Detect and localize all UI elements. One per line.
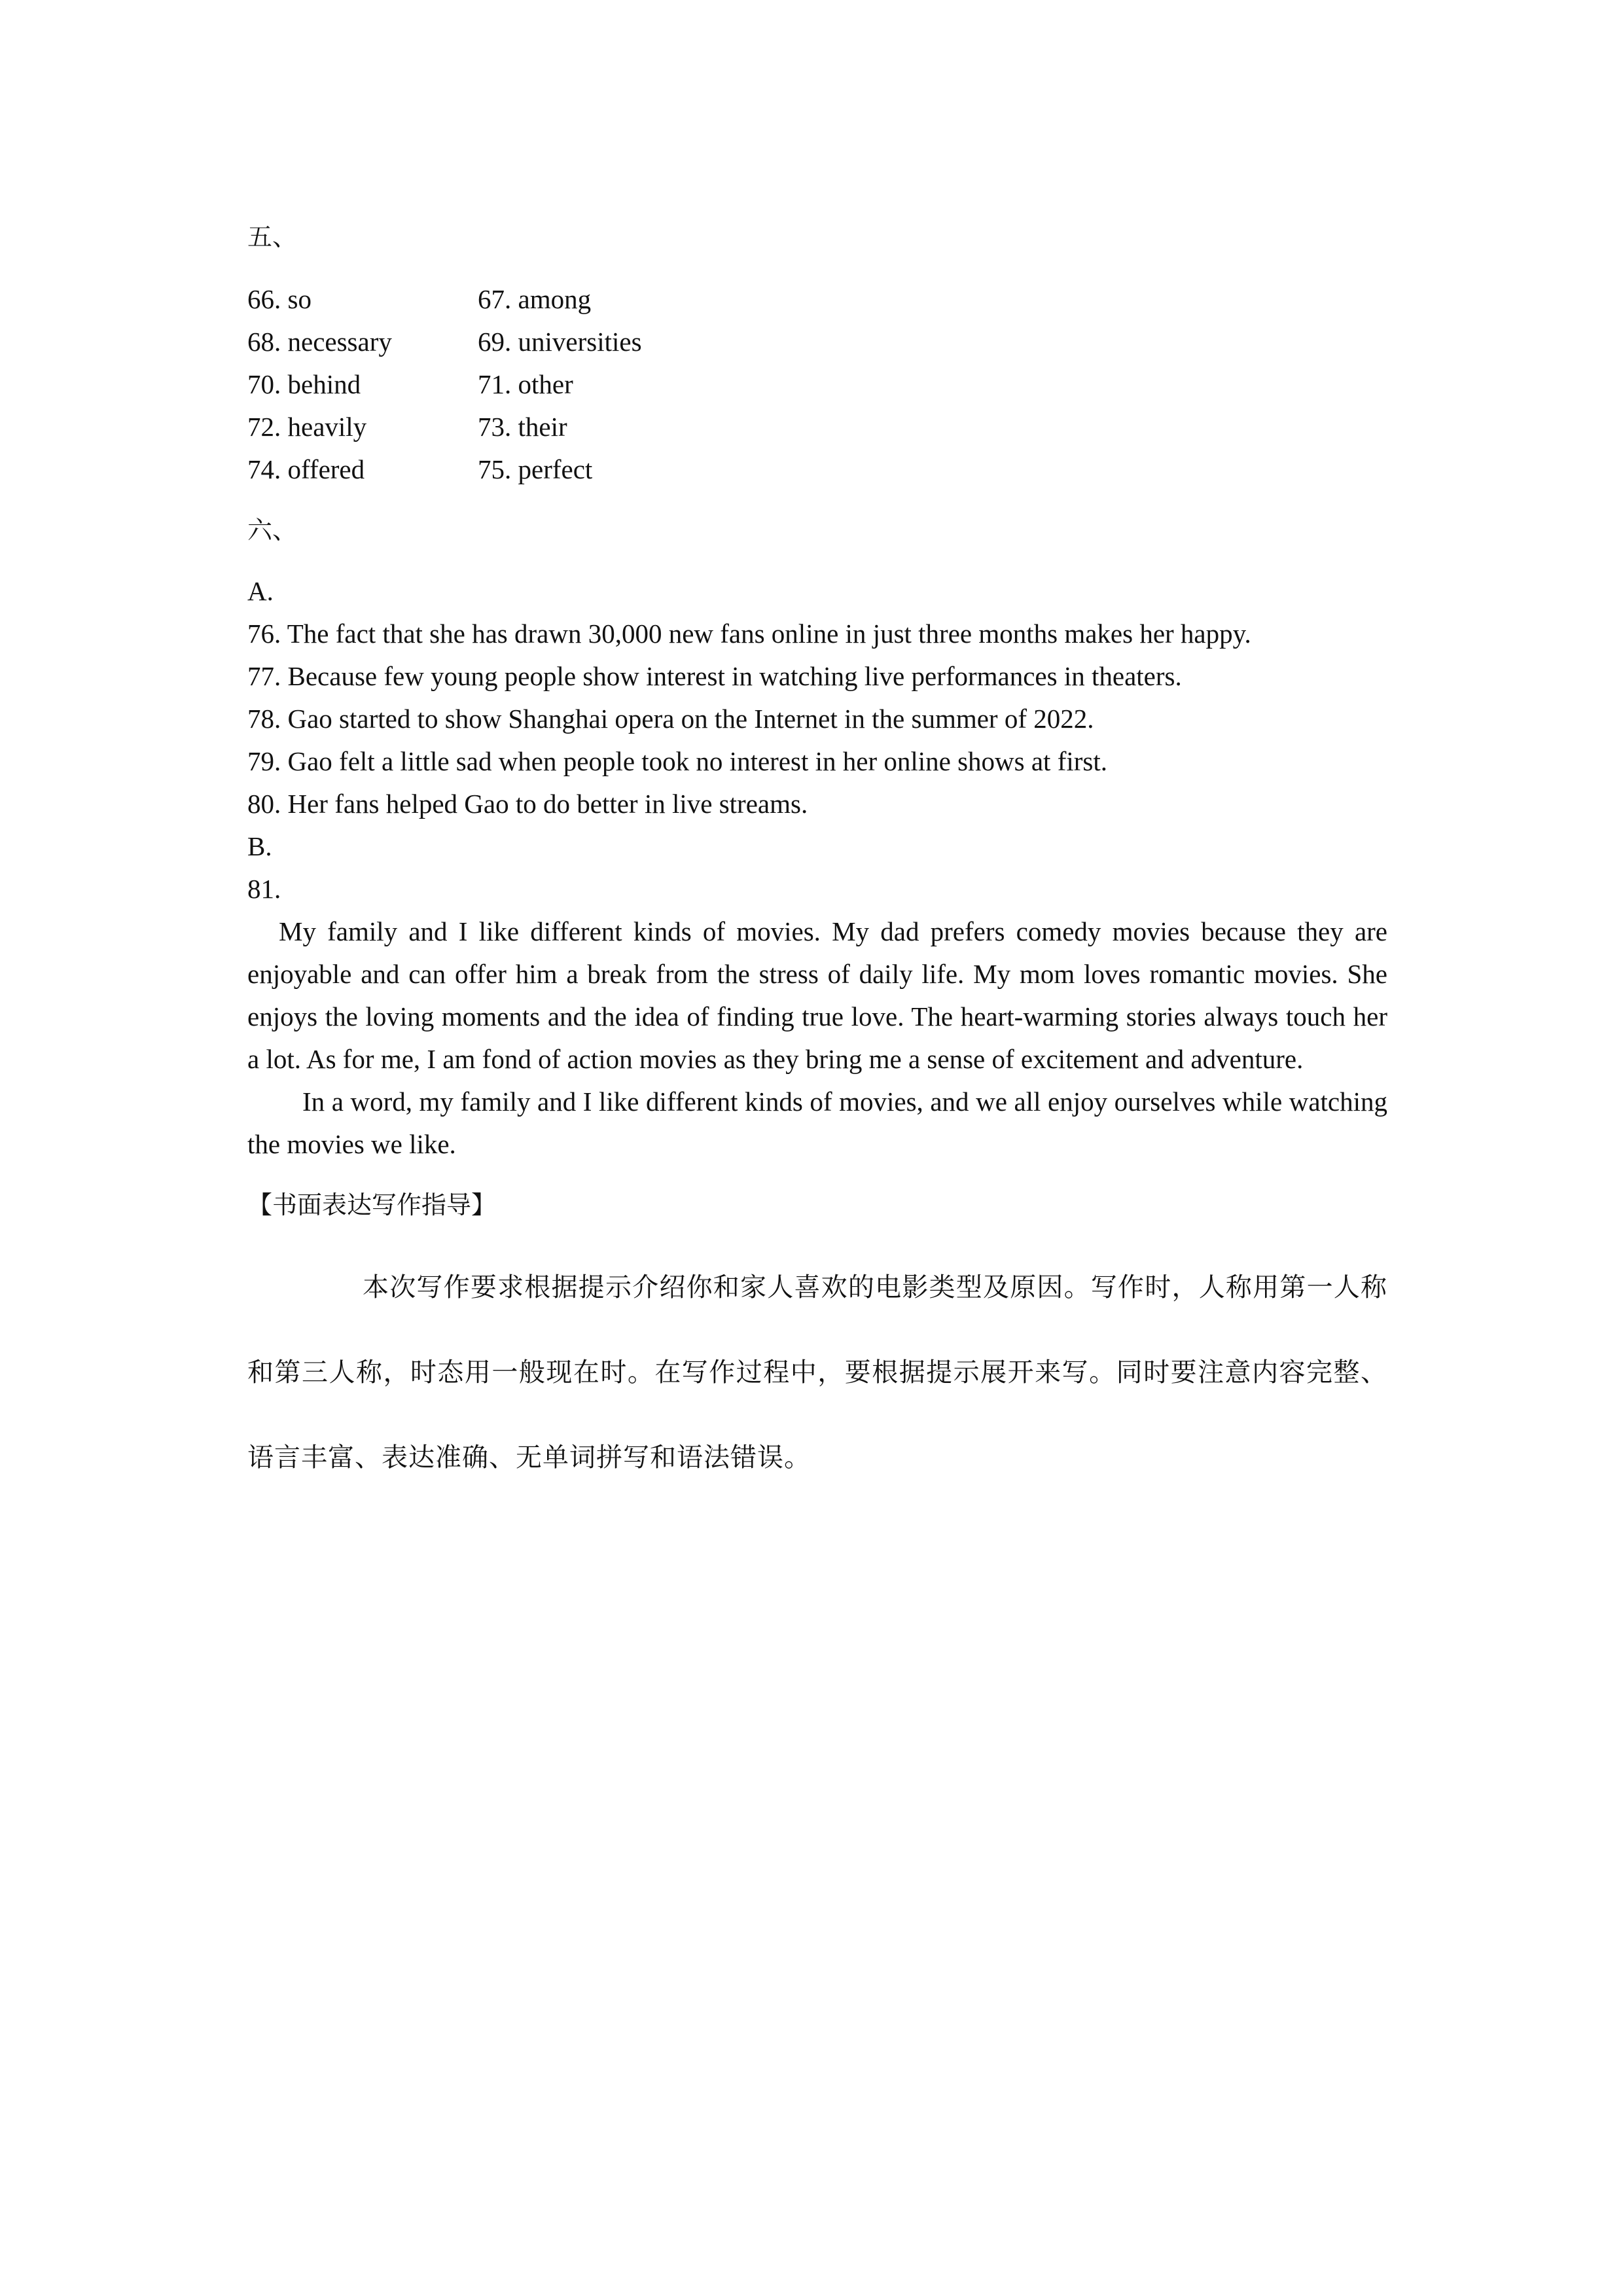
part-b-label: B.	[247, 831, 272, 861]
answer-78: 78. Gao started to show Shanghai opera on the Internet in the summer of 2022.	[247, 704, 1094, 734]
question-81-number: 81.	[247, 874, 281, 904]
answer-72: 72. heavily	[247, 412, 367, 442]
answer-74: 74. offered	[247, 454, 365, 484]
answer-79: 79. Gao felt a little sad when people took no interest in her online shows at first.	[247, 746, 1107, 776]
answer-row	[247, 406, 1387, 448]
answer-row	[247, 363, 1387, 406]
answer-77: 77. Because few young people show interest in watching live performances in theaters.	[247, 661, 1182, 691]
answer-71: 71. other	[478, 369, 573, 399]
part-a-label: A.	[247, 576, 274, 606]
answer-67: 67. among	[478, 284, 592, 314]
writing-guide-text: 本次写作要求根据提示介绍你和家人喜欢的电影类型及原因。写作时，人称用第一人称和第三人称，时态用一般现在时。在写作过程中，要根据提示展开来写。同时要注意内容完整、语言丰富、表达准确、无单词拼写和语法错误。	[247, 1272, 1387, 1473]
sample-essay	[247, 910, 1387, 1166]
answer-73: 73. their	[478, 412, 567, 442]
document-body	[247, 216, 1387, 1500]
essay-paragraph-1: My family and I like different kinds of movies. My dad prefers comedy movies because they are enjoyable and can offer him a break from the stress of daily life. My mom loves romantic movies. She enjoys the loving moments and the idea of finding true love. The heart-warming stories always touch her a lot. As for me, I am fond of action movies as they bring me a sense of excitement and adventure.	[247, 916, 1387, 1074]
section-6-part-a	[247, 570, 1387, 910]
answer-76: 76. The fact that she has drawn 30,000 new fans online in just three months makes her happy.	[247, 619, 1251, 649]
section-6-heading: 六、	[247, 516, 298, 545]
answer-68: 68. necessary	[247, 327, 392, 357]
answer-row	[247, 321, 1387, 363]
answer-row	[247, 448, 1387, 491]
section-5-answers	[247, 278, 1387, 491]
section-5-heading: 五、	[247, 223, 298, 251]
answer-row	[247, 278, 1387, 321]
answer-70: 70. behind	[247, 369, 361, 399]
answer-66: 66. so	[247, 284, 312, 314]
essay-paragraph-2: In a word, my family and I like different kinds of movies, and we all enjoy ourselves while watching the movies we like.	[247, 1086, 1387, 1159]
answer-69: 69. universities	[478, 327, 642, 357]
writing-guide-title: 【书面表达写作指导】	[247, 1191, 497, 1219]
answer-75: 75. perfect	[478, 454, 593, 484]
answer-80: 80. Her fans helped Gao to do better in live streams.	[247, 789, 808, 819]
